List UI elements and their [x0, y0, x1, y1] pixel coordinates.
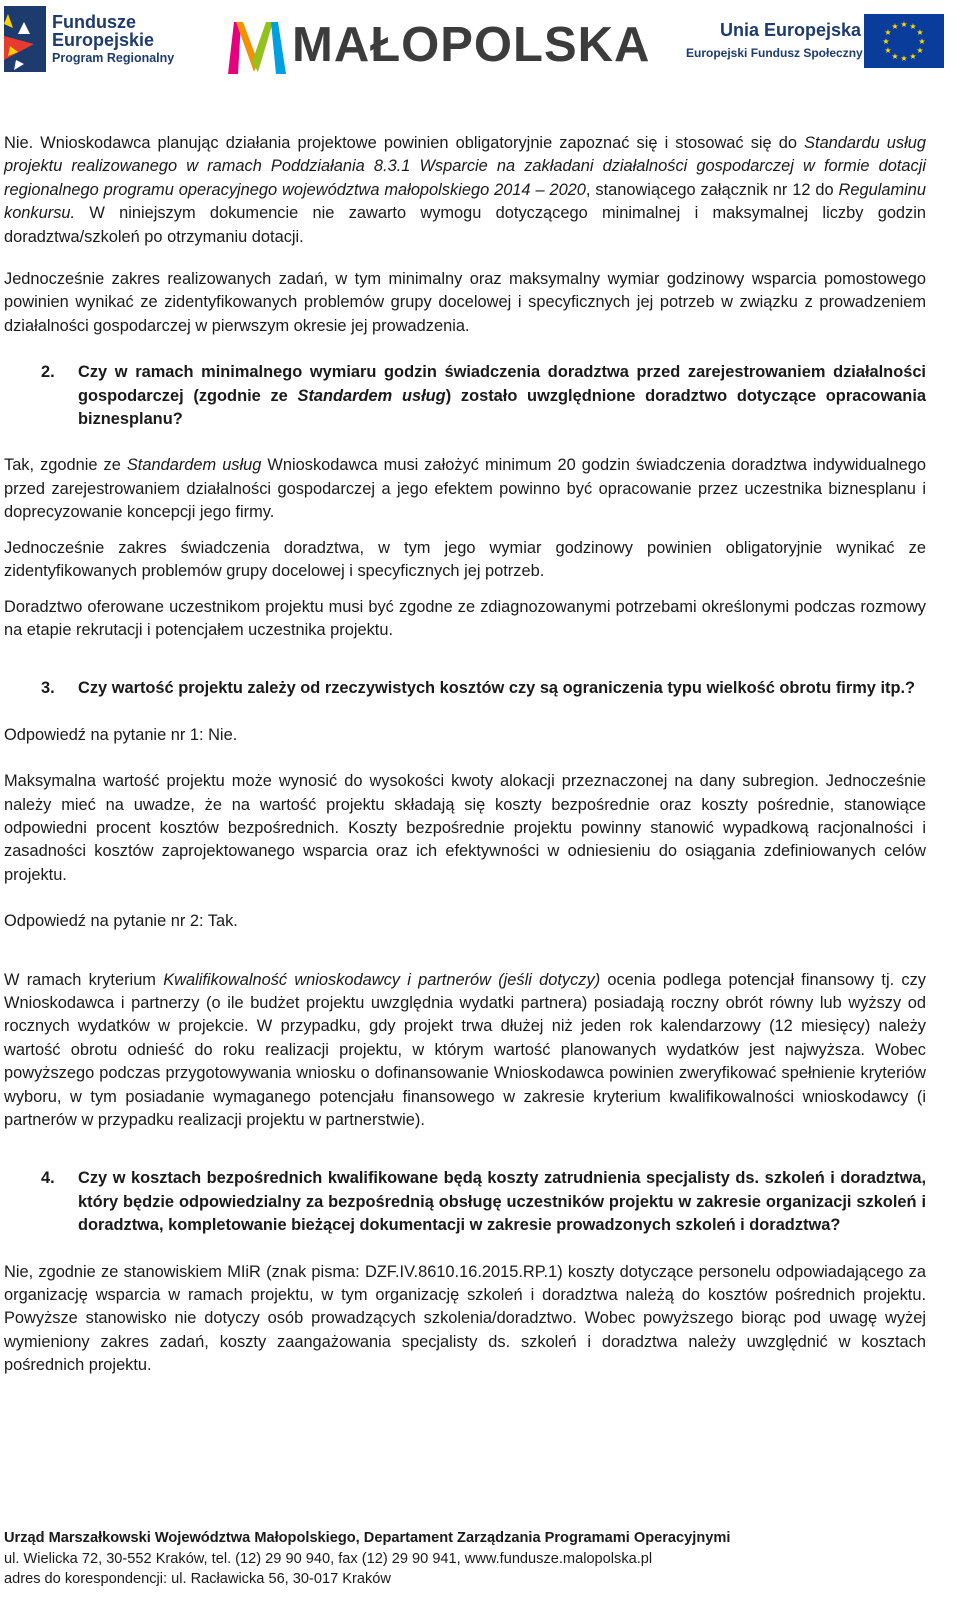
p7-text-c: ocenia podlega potencjał finansowy tj. czy Wnioskodawca i partnerzy (o ile budżet projektu uwzględnia wydatki partnera) posiadają roczny obrót równy lub wyższy od rocznych wydatków w projekcie. W przypadku, gdy projekt trwa dłużej niż jeden rok kalendarzowy (12 miesięcy) należy wartość obrotu odnieść do roku realizacji projektu, w którym wartość planowanych wydatków jest najwyższa. Wobec powyższego podczas przygotowywania wniosku o dofinansowanie Wnioskodawca powinien zweryfikować spełnienie kryteriów wyboru, w tym posiadanie wymaganego potencjału finansowego w zakresie kryterium kwalifikowalności wnioskodawcy (i partnerów w przypadku realizacji projektu w partnerstwie).	[4, 970, 926, 1129]
p7-criterion-name: Kwalifikowalność wnioskodawcy i partnerów (jeśli dotyczy)	[163, 970, 601, 989]
logo-header	[0, 0, 960, 84]
p7-text-a: W ramach kryterium	[4, 970, 164, 989]
paragraph-answer-1	[4, 132, 926, 249]
page-footer	[4, 1528, 944, 1590]
unia-europejska-logo	[686, 14, 956, 74]
svg-text:★: ★	[909, 22, 917, 31]
paragraph-doradztwo-scope: Jednocześnie zakres świadczenia doradztwa, w tym jego wymiar godzinowy powinien obligatoryjnie wynikać ze zidentyfikowanych problemów grupy docelowej i specyficznych jej potrzeb.	[4, 538, 926, 581]
fe-line2: Europejskie	[52, 30, 155, 51]
malopolska-logo	[228, 8, 650, 74]
svg-text:★: ★	[909, 52, 917, 61]
question-4-number: 4.	[41, 1169, 55, 1188]
question-2	[4, 361, 926, 431]
question-2-number: 2.	[41, 363, 55, 382]
svg-text:★: ★	[884, 46, 892, 55]
paragraph-answer-2	[4, 454, 926, 524]
question-4-text: Czy w kosztach bezpośrednich kwalifikowane będą koszty zatrudnienia specjalisty ds. szkoleń i doradztwa, który będzie odpowiedzialny za bezpośrednią obsługę uczestników projektu w zakresie organizacji szkoleń i doradztwa, kompletowanie bieżącej dokumentacji w zakresie prowadzonych szkoleń i doradztwa?	[78, 1169, 926, 1235]
question-3	[4, 677, 926, 700]
svg-text:★: ★	[900, 20, 908, 29]
answer-to-question-1: Odpowiedź na pytanie nr 1: Nie.	[4, 725, 238, 744]
p1-text-c: , stanowiącego załącznik nr 12 do	[585, 180, 839, 199]
ue-line1: Unia Europejska	[720, 20, 862, 40]
eu-flag-icon	[864, 14, 944, 68]
document-body	[4, 132, 926, 1378]
paragraph-answer-4: Nie, zgodnie ze stanowiskiem MIiR (znak pisma: DZF.IV.8610.16.2015.RP.1) koszty dotyczące personelu odpowiadającego za organizację wsparcia w ramach projektu, w tym organizację szkoleń i doradztwa należą do kosztów pośrednich projektu. Powyższe stanowisko nie dotyczy osób prowadzących szkolenia/doradztwo. Wobec powyższego biorąc pod uwagę wyżej wymieniony zakres zadań, koszty zaangażowania specjalisty ds. szkoleń i doradztwa należy uwzględnić w kosztach pośrednich projektu.	[4, 1262, 926, 1375]
svg-text:★: ★	[916, 28, 924, 37]
p1-regulamin: Regulaminu konkursu.	[4, 180, 926, 223]
question-3-text: Czy wartość projektu zależy od rzeczywistych kosztów czy są ograniczenia typu wielkość obrotu firmy itp.?	[78, 679, 916, 698]
svg-text:★: ★	[891, 22, 899, 31]
footer-address: ul. Wielicka 72, 30-552 Kraków, tel. (12) 29 90 940, fax (12) 29 90 941, www.fundusze.malopolska.pl	[4, 1550, 653, 1567]
fundusze-europejskie-logo	[4, 4, 184, 74]
question-4	[4, 1167, 926, 1237]
svg-text:★: ★	[884, 28, 892, 37]
question-2-text-a: Czy w ramach minimalnego wymiaru godzin świadczenia doradztwa przed zarejestrowaniem działalności gospodarczej (zgodnie ze	[78, 363, 926, 405]
ue-line2: Europejski Fundusz Społeczny	[686, 46, 863, 60]
p3-text-b: Standardem usług	[126, 456, 262, 475]
fe-wordmark	[52, 13, 174, 66]
malopolska-m-icon	[228, 14, 290, 74]
svg-text:★: ★	[882, 37, 890, 46]
paragraph-financial-potential	[4, 969, 926, 1133]
svg-text:★: ★	[891, 52, 899, 61]
p3-text-c: Wnioskodawca musi założyć minimum 20 godzin świadczenia doradztwa indywidualnego przed zarejestrowaniem działalności gospodarczej a jego efektem powinno być opracowanie przez uczestnika biznesplanu i doprecyzowanie koncepcji jego firmy.	[4, 456, 927, 522]
fe-line3: Program Regionalny	[52, 51, 175, 66]
malopolska-wordmark: MAŁOPOLSKA	[292, 18, 651, 72]
question-2-text-b: Standardem usług	[297, 386, 446, 405]
answer-to-question-2: Odpowiedź na pytanie nr 2: Tak.	[4, 912, 238, 931]
p1-standard-title: Standardu usług projektu realizowanego w ramach Poddziałania 8.3.1 Wsparcie na zakładani działalności gospodarczej w formie dotacji regionalnego programu operacyjnego województwa małopolskiego 2014 – 2020	[4, 134, 926, 199]
paragraph-project-value: Maksymalna wartość projektu może wynosić do wysokości kwoty alokacji przeznaczonej na dany subregion. Jednocześnie należy mieć na uwadze, że na wartość projektu składają się koszty bezpośrednie oraz koszty pośrednie, stanowiące odpowiedni procent kosztów bezpośrednich. Koszty bezpośrednie projektu powinny stanowić wypadkową racjonalności i zasadności kosztów zaprojektowanego wsparcia oraz ich efektywności w odniesieniu do osiągania zdefiniowanych celów projektu.	[4, 772, 926, 884]
svg-text:★: ★	[916, 46, 924, 55]
paragraph-pomostowe: Jednocześnie zakres realizowanych zadań, w tym minimalny oraz maksymalny wymiar godzinowy wsparcia pomostowego powinien wynikać ze zidentyfikowanych problemów grupy docelowej i specyficznych jej potrzeb w związku z prowadzeniem działalności gospodarczej w pierwszym okresie jej prowadzenia.	[4, 270, 926, 335]
svg-text:★: ★	[918, 37, 926, 46]
footer-institution: Urząd Marszałkowski Województwa Małopolskiego, Departament Zarządzania Programami Operacyjnymi	[4, 1530, 731, 1546]
p1-text-e: W niniejszym dokumencie nie zawarto wymogu dotyczącego minimalnej i maksymalnej liczby godzin doradztwa/szkoleń po otrzymaniu dotacji.	[4, 204, 926, 246]
fe-stars-icon	[4, 6, 46, 72]
question-2-text-c: ) zostało uwzględnione doradztwo dotyczące opracowania biznesplanu?	[78, 386, 926, 429]
footer-correspondence: adres do korespondencji: ul. Racławicka 56, 30-017 Kraków	[4, 1571, 391, 1588]
p1-text-a: Nie. Wnioskodawca planując działania projektowe powinien obligatoryjnie zapoznać się i stosować się do	[4, 134, 805, 152]
paragraph-doradztwo-offer: Doradztwo oferowane uczestnikom projektu musi być zgodne ze zdiagnozowanymi potrzebami określonymi podczas rozmowy na etapie rekrutacji i potencjałem uczestnika projektu.	[4, 597, 926, 639]
p3-text-a: Tak, zgodnie ze	[4, 456, 127, 475]
question-3-number: 3.	[41, 679, 55, 698]
svg-text:★: ★	[900, 54, 908, 63]
fe-line1: Fundusze	[52, 11, 136, 32]
